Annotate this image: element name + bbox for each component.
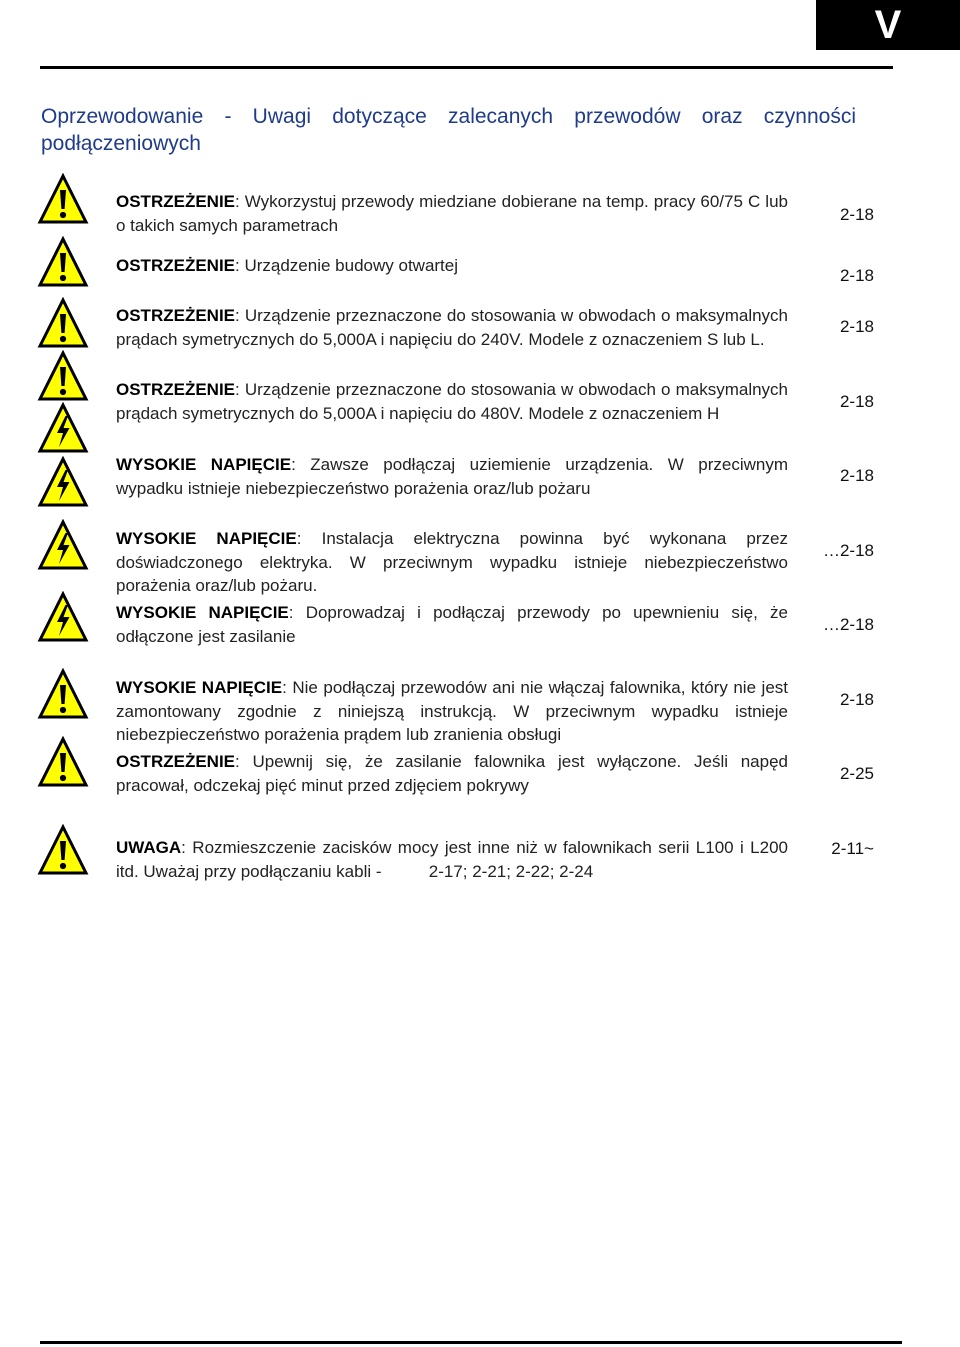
warning-item: WYSOKIE NAPIĘCIE: Zawsze podłączaj uziemienie urządzenia. W przeciwnym wypadku istnieje niebezpieczeństwo porażenia oraz/lub pożaru	[116, 455, 788, 498]
page-title: Oprzewodowanie - Uwagi dotyczące zalecanych przewodów oraz czynności podłączeniowych	[41, 105, 856, 155]
high-voltage-triangle-icon	[37, 402, 89, 454]
page-reference: …2-18	[822, 541, 874, 560]
warning-triangle-icon	[37, 350, 89, 402]
page-reference: 2-25	[839, 764, 874, 783]
warning-item: OSTRZEŻENIE: Wykorzystuj przewody miedziane dobierane na temp. pracy 60/75 C lub o takich samych parametrach	[116, 192, 788, 235]
warning-triangle-icon	[37, 668, 89, 720]
bottom-divider	[40, 1341, 902, 1344]
warning-item: WYSOKIE NAPIĘCIE: Instalacja elektryczna powinna być wykonana przez doświadczonego elektryka. W przeciwnym wypadku istnieje niebezpieczeństwo porażenia oraz/lub pożaru.	[116, 529, 789, 595]
warning-triangle-icon	[37, 736, 89, 788]
page-reference: …2-18	[822, 615, 874, 634]
warning-triangle-icon	[37, 236, 89, 288]
high-voltage-triangle-icon	[37, 519, 89, 571]
warning-item: OSTRZEŻENIE: Upewnij się, że zasilanie falownika jest wyłączone. Jeśli napęd pracował, odczekaj pięć minut przed zdjęciem pokrywy	[116, 752, 788, 795]
warning-triangle-icon	[37, 297, 89, 349]
high-voltage-triangle-icon	[37, 456, 89, 508]
warning-item: WYSOKIE NAPIĘCIE: Doprowadzaj i podłączaj przewody po upewnieniu się, że odłączone jest zasilanie	[116, 603, 788, 646]
page-reference: 2-18	[839, 690, 874, 709]
page-reference: 2-18	[839, 317, 874, 336]
page-reference: 2-18	[839, 392, 874, 411]
top-divider	[40, 66, 893, 69]
page-reference: 2-18	[839, 205, 874, 224]
warning-triangle-icon	[37, 173, 89, 225]
high-voltage-triangle-icon	[37, 591, 89, 643]
note-item: UWAGA: Rozmieszczenie zacisków mocy jest inne niż w falownikach serii L100 i L200 itd. Uważaj przy podłączaniu kabli - 2-17; 2-21; 2-22; 2-24	[116, 838, 793, 881]
warning-item: OSTRZEŻENIE: Urządzenie przeznaczone do stosowania w obwodach o maksymalnych prądach symetrycznych do 5,000A i napięciu do 480V. Modele z oznaczeniem H	[116, 380, 788, 423]
warning-item: WYSOKIE NAPIĘCIE: Nie podłączaj przewodów ani nie włączaj falownika, który nie jest zamontowany zgodnie z niniejszą instrukcją. W przeciwnym wypadku istnieje niebezpieczeństwo porażenia prądem lub zranienia obsługi	[116, 678, 788, 744]
warning-item: OSTRZEŻENIE: Urządzenie budowy otwartej	[116, 256, 459, 275]
warning-item: OSTRZEŻENIE: Urządzenie przeznaczone do stosowania w obwodach o maksymalnych prądach symetrycznych do 5,000A i napięciu do 240V. Modele z oznaczeniem S lub L.	[116, 306, 788, 349]
page-reference: 2-18	[839, 266, 874, 285]
chapter-tab: V	[816, 0, 960, 50]
page-reference: 2-11~	[831, 839, 874, 858]
page-reference: 2-18	[839, 466, 874, 485]
warning-triangle-icon	[37, 824, 89, 876]
